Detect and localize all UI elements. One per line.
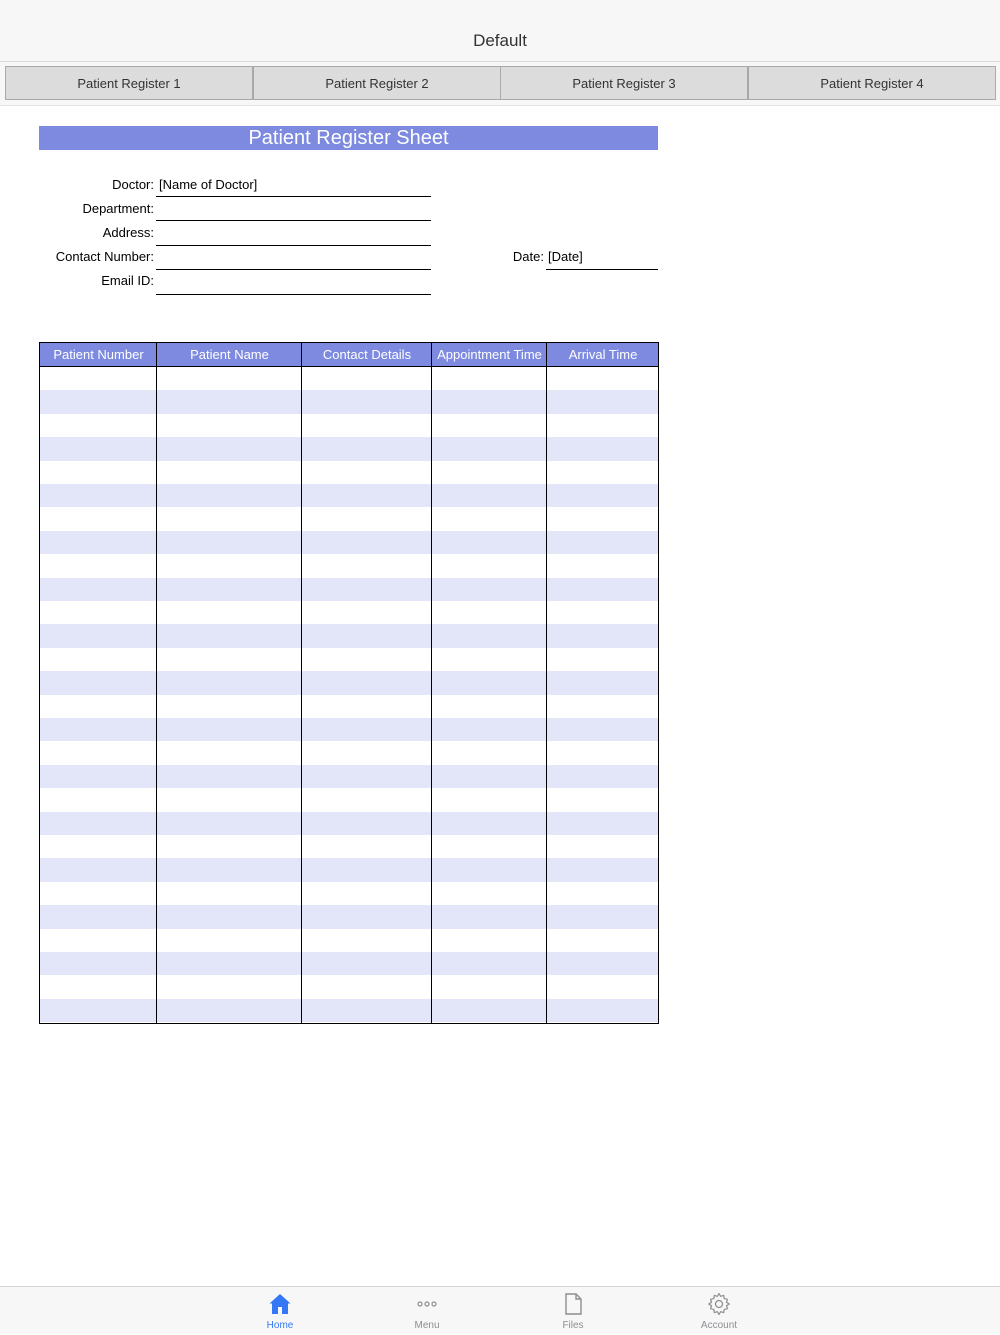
bottom-tab-label: Account [700, 1320, 738, 1331]
bottom-tab-menu[interactable] [387, 1287, 467, 1335]
file-icon [561, 1292, 585, 1316]
table-row[interactable] [40, 414, 658, 437]
doctor-label: Doctor: [112, 177, 154, 192]
more-icon [415, 1292, 439, 1316]
register-tabs [0, 62, 1000, 106]
address-underline [156, 245, 431, 246]
table-row[interactable] [40, 858, 658, 881]
doctor-underline [156, 196, 431, 197]
table-row[interactable] [40, 578, 658, 601]
column-header-patient-number: Patient Number [53, 347, 144, 362]
contact-number-label: Contact Number: [55, 249, 154, 264]
date-label: Date: [512, 249, 544, 264]
date-field[interactable]: [Date] [548, 249, 583, 264]
date-underline [546, 269, 658, 270]
column-divider [156, 343, 157, 1023]
email-label: Email ID: [101, 273, 154, 288]
table-row[interactable] [40, 975, 658, 998]
gear-icon [707, 1292, 731, 1316]
tab-patient-register-1[interactable]: Patient Register 1 [5, 66, 253, 100]
bottom-tab-label: Home [266, 1320, 294, 1331]
table-row[interactable] [40, 695, 658, 718]
table-row[interactable] [40, 999, 658, 1022]
home-icon [268, 1292, 292, 1316]
table-row[interactable] [40, 484, 658, 507]
navigation-bar [0, 0, 1000, 62]
table-row[interactable] [40, 718, 658, 741]
table-row[interactable] [40, 929, 658, 952]
table-row[interactable] [40, 367, 658, 390]
table-row[interactable] [40, 624, 658, 647]
table-row[interactable] [40, 835, 658, 858]
tab-patient-register-2[interactable]: Patient Register 2 [253, 66, 501, 100]
bottom-tab-files[interactable] [533, 1287, 613, 1335]
table-row[interactable] [40, 507, 658, 530]
table-header [40, 343, 658, 367]
contact-number-underline [156, 269, 431, 270]
tab-patient-register-3[interactable]: Patient Register 3 [500, 66, 748, 100]
department-label: Department: [82, 201, 154, 216]
column-header-contact-details: Contact Details [322, 347, 412, 362]
column-divider [431, 343, 432, 1023]
table-row[interactable] [40, 741, 658, 764]
bottom-tab-label: Menu [414, 1320, 440, 1331]
table-row[interactable] [40, 437, 658, 460]
tab-patient-register-4[interactable]: Patient Register 4 [748, 66, 996, 100]
table-row[interactable] [40, 531, 658, 554]
table-row[interactable] [40, 905, 658, 928]
table-row[interactable] [40, 461, 658, 484]
table-row[interactable] [40, 788, 658, 811]
doctor-field[interactable]: [Name of Doctor] [159, 177, 258, 192]
table-row[interactable] [40, 390, 658, 413]
table-row[interactable] [40, 648, 658, 671]
column-divider [301, 343, 302, 1023]
email-underline [156, 294, 431, 295]
column-header-patient-name: Patient Name [190, 347, 269, 362]
page-title: Default [473, 31, 527, 50]
sheet-title: Patient Register Sheet [39, 126, 658, 150]
address-label: Address: [102, 225, 154, 240]
bottom-tab-bar [0, 1286, 1000, 1334]
column-header-arrival-time: Arrival Time [568, 347, 638, 362]
bottom-tab-label: Files [562, 1320, 584, 1331]
table-row[interactable] [40, 952, 658, 975]
table-row[interactable] [40, 601, 658, 624]
bottom-tab-home[interactable] [240, 1287, 320, 1335]
table-row[interactable] [40, 765, 658, 788]
table-row[interactable] [40, 812, 658, 835]
table-row[interactable] [40, 671, 658, 694]
table-row[interactable] [40, 554, 658, 577]
column-divider [546, 343, 547, 1023]
bottom-tab-account[interactable] [679, 1287, 759, 1335]
column-header-appointment-time: Appointment Time [437, 347, 542, 362]
department-underline [156, 220, 431, 221]
patient-table [39, 342, 659, 1024]
table-row[interactable] [40, 882, 658, 905]
